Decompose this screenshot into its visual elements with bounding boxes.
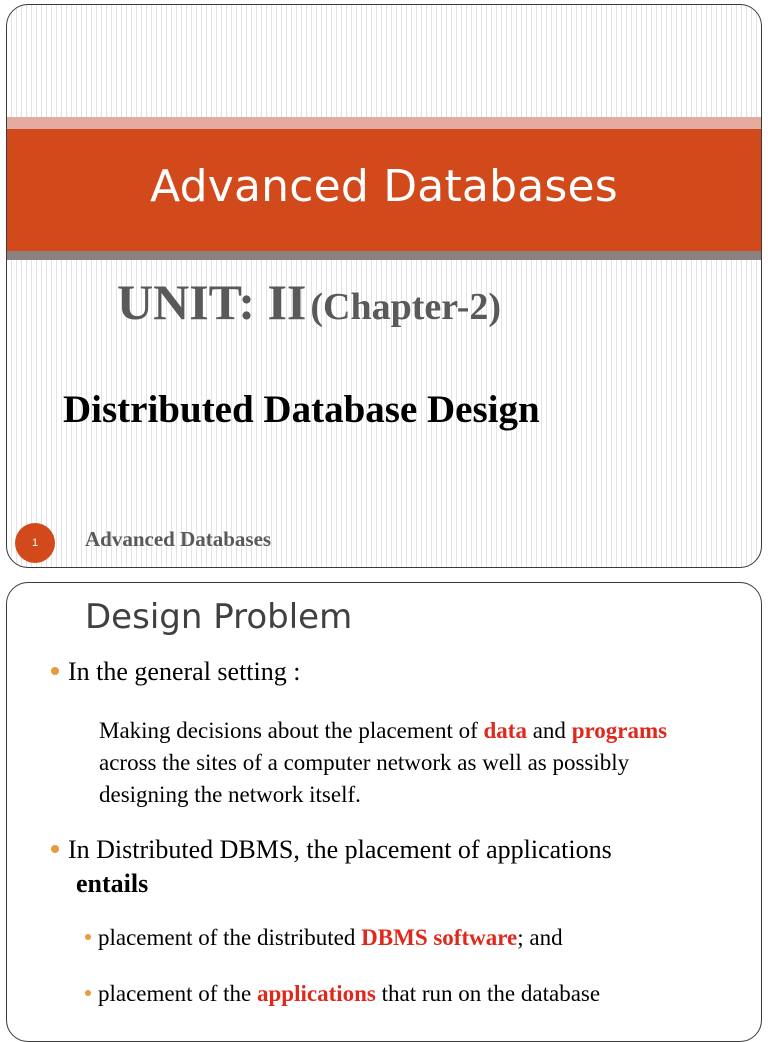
- slide-title: Advanced Databases: [150, 160, 618, 212]
- highlight-programs: programs: [571, 718, 668, 743]
- unit-label: UNIT: II: [117, 274, 307, 330]
- bullet-emphasis: entails: [76, 869, 149, 898]
- bullet-icon: [51, 845, 59, 853]
- title-band: [7, 129, 761, 251]
- slide-heading: Design Problem: [85, 597, 353, 637]
- highlight-applications: applications: [257, 981, 376, 1006]
- highlight-dbms-software: DBMS software: [361, 925, 518, 950]
- bullet-text: In Distributed DBMS, the placement of applications: [68, 835, 612, 864]
- title-slide: [6, 4, 762, 568]
- highlight-data: data: [483, 718, 527, 743]
- page-number-badge: [15, 523, 55, 563]
- general-setting-paragraph: Making decisions about the placement of data and programs across the sites of a computer network as well as possibly designing the network itself.: [99, 718, 668, 807]
- accent-band-top: [7, 117, 761, 129]
- slide-subtitle: Distributed Database Design: [63, 388, 540, 431]
- slide-footer: Advanced Databases: [85, 527, 272, 551]
- bullet-distributed-dbms: [51, 833, 751, 901]
- sub-bullet-applications: placement of the applications that run on the database: [85, 981, 600, 1007]
- unit-heading: [117, 273, 501, 331]
- chapter-label: (Chapter-2): [310, 286, 502, 328]
- content-slide: [6, 582, 762, 1042]
- accent-band-bottom: [7, 251, 761, 260]
- bullet-general-setting: [51, 657, 300, 687]
- bullet-icon: [51, 667, 59, 675]
- page-number: 1: [31, 537, 39, 549]
- sub-bullet-dbms-software: placement of the distributed DBMS software; and: [85, 925, 563, 951]
- sub-bullet-icon: [85, 934, 91, 940]
- sub-bullet-icon: [85, 990, 91, 996]
- bullet-text: In the general setting :: [68, 657, 301, 686]
